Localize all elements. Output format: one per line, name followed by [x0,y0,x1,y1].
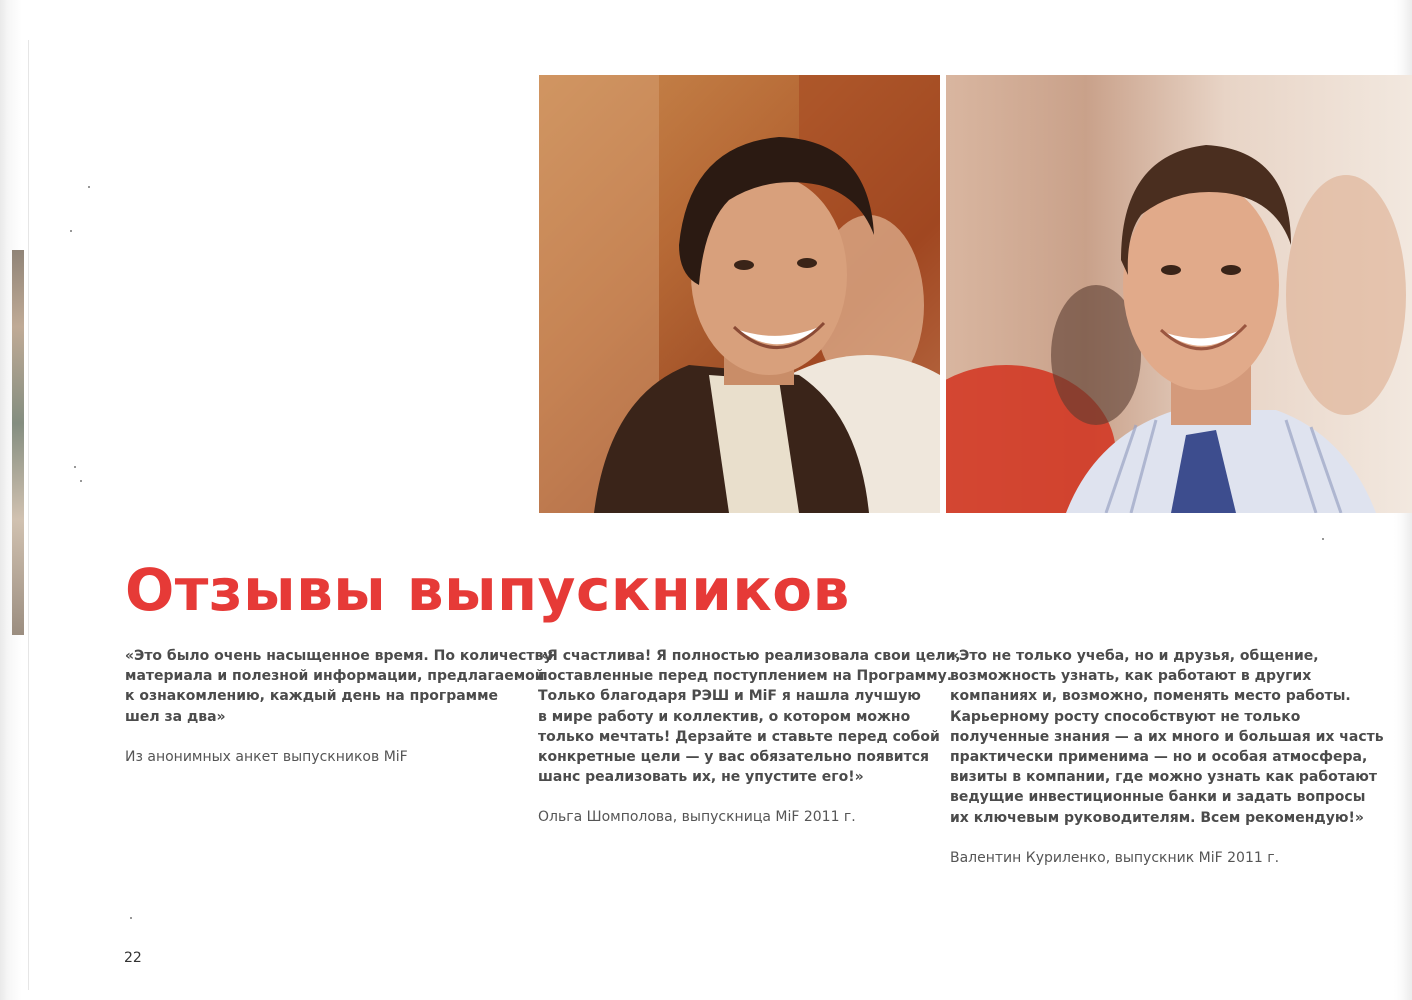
quote-line: возможность узнать, как работают в других [950,668,1312,685]
page-title: Отзывы выпускников [125,556,850,624]
quote-line: поставленные перед поступлением на Программу. [538,668,953,685]
previous-page-photo-edge [12,250,24,635]
quote-line: шел за два» [125,708,226,725]
page-fold-line [28,40,29,990]
quote-line: конкретные цели — у вас обязательно появится [538,749,929,766]
quote-line: только мечтать! Дерзайте и ставьте перед собой [538,728,940,745]
quote-line: практически применима — но и особая атмосфера, [950,749,1368,766]
quote-line: Карьерному росту способствуют не только [950,708,1301,725]
page-number: 22 [124,950,142,966]
quote-line: Только благодаря РЭШ и MiF я нашла лучшую [538,688,921,705]
testimonial-2 [538,646,961,828]
scan-speck [1322,538,1324,540]
testimonial-author: Валентин Куриленко, выпускник MiF 2011 г. [950,849,1280,866]
scan-speck [130,917,132,919]
quote-line: «Это было очень насыщенное время. По количеству [125,648,553,664]
scan-speck [88,186,90,188]
alumnus-photo-1 [539,75,940,513]
quote-line: «Я счастлива! Я полностью реализовала свои цели, [538,648,961,664]
testimonial-3 [950,646,1384,868]
quote-line: материала и полезной информации, предлагаемой [125,668,545,685]
quote-line: ведущие инвестиционные банки и задать вопросы [950,789,1366,806]
quote-line: полученные знания — а их много и большая их часть [950,728,1384,745]
testimonial-1 [125,646,553,767]
scan-speck [74,466,76,468]
scan-speck [70,230,72,232]
quote-line: к ознакомлению, каждый день на программе [125,688,499,705]
quote-line: в мире работу и коллектив, о котором можно [538,708,911,725]
quote-line: компаниях и, возможно, поменять место работы. [950,688,1351,705]
quote-line: их ключевым руководителям. Всем рекомендую!» [950,809,1364,826]
alumnus-photo-2 [946,75,1412,513]
quote-line: визиты в компании, где можно узнать как работают [950,769,1378,786]
quote-line: шанс реализовать их, не упустите его!» [538,769,864,786]
scan-speck [80,480,82,482]
quote-line: «Это не только учеба, но и друзья, общение, [950,648,1319,664]
testimonial-author: Ольга Шомполова, выпускница MiF 2011 г. [538,809,856,826]
testimonial-author: Из анонимных анкет выпускников MiF [125,748,408,765]
